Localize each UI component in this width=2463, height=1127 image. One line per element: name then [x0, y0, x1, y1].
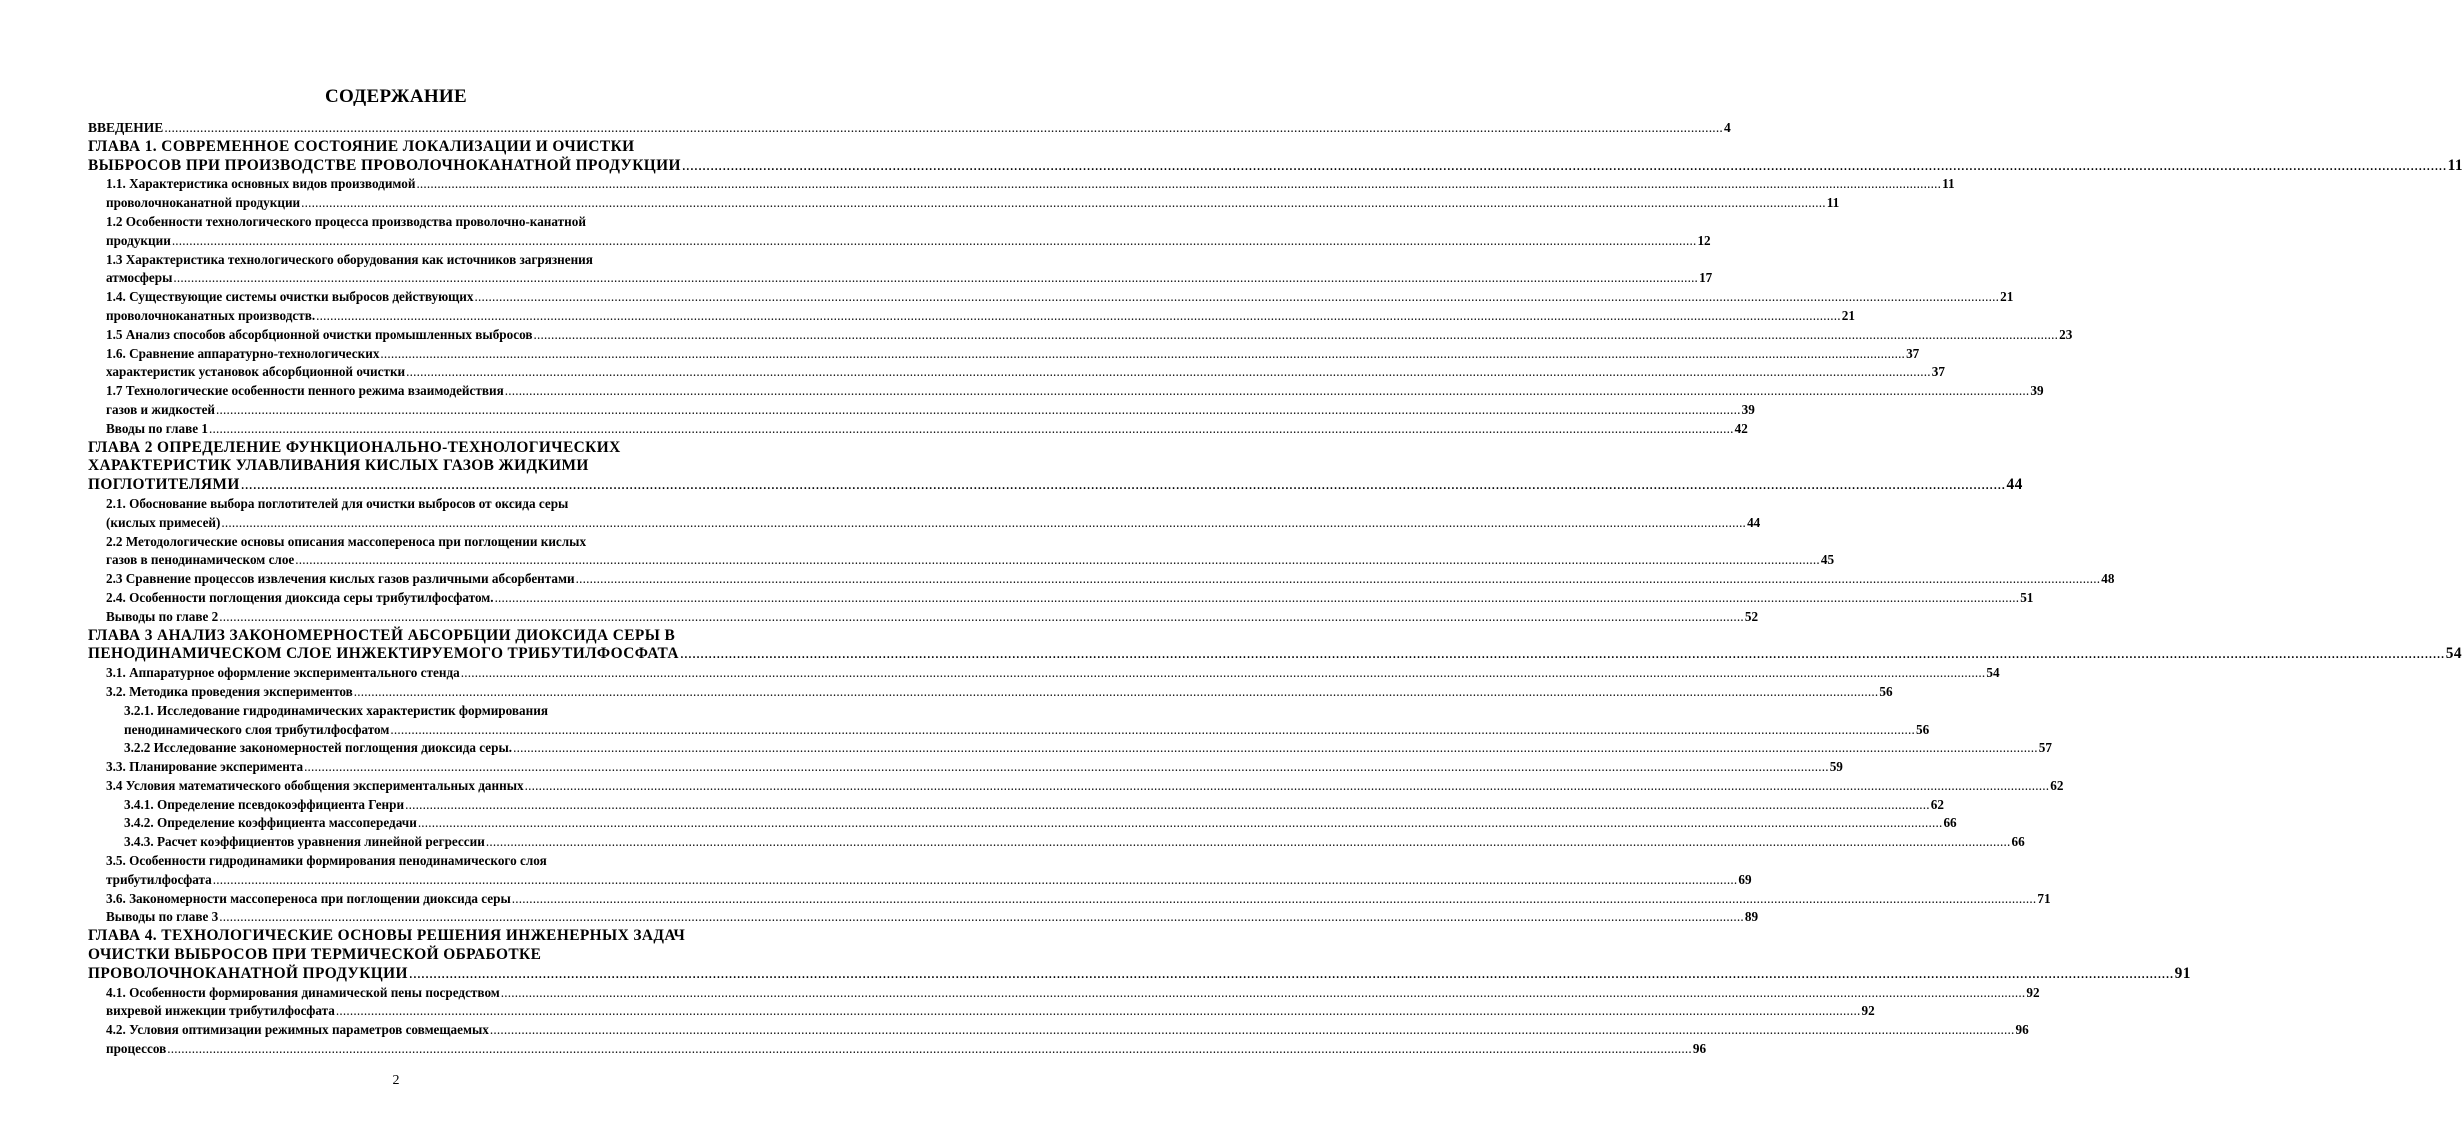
- toc-entry-text: 3.4.1. Определение псевдокоэффициента Генри: [124, 796, 405, 812]
- toc-entry[interactable]: [88, 533, 1835, 571]
- dot-leader: [301, 194, 1826, 213]
- toc-entry-page: 48: [2101, 571, 2115, 587]
- toc-entry[interactable]: [88, 777, 2064, 796]
- dot-leader: [380, 345, 1905, 364]
- toc-entry-page: 54: [1986, 665, 2000, 681]
- toc-entry[interactable]: [88, 739, 2052, 758]
- toc-entry-text: 1.2 Особенности технологического процесса производства проволочно-канатной: [106, 213, 586, 229]
- dot-leader: [418, 814, 1943, 833]
- toc-entry-text: ГЛАВА 4. ТЕХНОЛОГИЧЕСКИЕ ОСНОВЫ РЕШЕНИЯ ИНЖЕНЕРНЫХ ЗАДАЧ: [88, 927, 686, 945]
- toc-entry-text: Выводы по главе 3: [106, 909, 219, 925]
- toc-entry[interactable]: [88, 608, 1759, 627]
- toc-entry-text: 2.4. Особенности поглощения диоксида серы трибутилфосфатом.: [106, 589, 494, 605]
- dot-leader: [304, 758, 1829, 777]
- toc-entry-text: Вводы по главе 1: [106, 420, 208, 436]
- dot-leader: [409, 965, 2174, 984]
- toc-entry-page: 91: [2174, 964, 2191, 982]
- toc-entry-page: 62: [1930, 796, 1944, 812]
- dot-leader: [486, 833, 2011, 852]
- toc-entry-text: 3.1. Аппаратурное оформление экспериментального стенда: [106, 665, 460, 681]
- toc-entry-page: 39: [1741, 401, 1755, 417]
- toc-entry-text: 1.5 Анализ способов абсорбционной очистки промышленных выбросов: [106, 326, 533, 342]
- toc-entry-text: продукции: [106, 232, 171, 248]
- toc-entry[interactable]: [88, 833, 2025, 852]
- toc-entry[interactable]: [88, 363, 1945, 382]
- toc-entry-text: ВВЕДЕНИЕ: [88, 120, 164, 135]
- toc-entry-page: 45: [1820, 552, 1835, 568]
- toc-entry-text: ГЛАВА 3 АНАЛИЗ ЗАКОНОМЕРНОСТЕЙ АБСОРБЦИИ ДИОКСИДА СЕРЫ В: [88, 626, 676, 644]
- dot-leader: [505, 382, 2030, 401]
- toc-entry-text: вихревой инжекции трибутилфосфата: [106, 1003, 335, 1019]
- toc-entry-page: 21: [2000, 289, 2014, 305]
- page-number: 2: [392, 1073, 400, 1088]
- dot-leader: [241, 476, 2006, 495]
- dot-leader: [216, 401, 1741, 420]
- toc-entry-text: 3.3. Планирование эксперимента: [106, 759, 304, 775]
- dot-leader: [525, 777, 2050, 796]
- toc-entry-page: 66: [1943, 815, 1957, 831]
- toc-entry-page: 56: [1915, 721, 1930, 737]
- dot-leader: [209, 420, 1734, 439]
- toc-entry-page: 92: [1861, 1003, 1875, 1019]
- toc-entry[interactable]: [88, 345, 1920, 364]
- toc-entry[interactable]: [88, 908, 1759, 927]
- dot-leader: [512, 890, 2037, 909]
- toc-entry-page: 69: [1738, 871, 1752, 887]
- toc-entry-text: характеристик установок абсорбционной очистки: [106, 364, 406, 380]
- toc-entry-text: ВЫБРОСОВ ПРИ ПРОИЗВОДСТВЕ ПРОВОЛОЧНОКАНАТНОЙ ПРОДУКЦИИ: [88, 156, 681, 174]
- toc-entry[interactable]: [88, 119, 1731, 138]
- toc-entry-page: 11: [1942, 176, 1955, 192]
- toc-entry-page: 96: [2015, 1022, 2029, 1038]
- toc-entry[interactable]: [88, 420, 1748, 439]
- toc-entry-page: 39: [2030, 383, 2044, 399]
- toc-entry[interactable]: [88, 175, 1955, 194]
- toc-entry[interactable]: [88, 1002, 1875, 1021]
- toc-entry[interactable]: [88, 796, 1944, 815]
- toc-entry[interactable]: [88, 702, 1930, 740]
- toc-entry-page: 89: [1744, 909, 1759, 925]
- toc-entry[interactable]: [88, 137, 2463, 176]
- toc-entry-text: 3.2. Методика проведения экспериментов: [106, 683, 353, 699]
- dot-leader: [172, 232, 1697, 251]
- toc-entry-page: 59: [1829, 759, 1843, 775]
- dot-leader: [219, 908, 1744, 927]
- toc-entry[interactable]: [88, 852, 1752, 890]
- toc-entry-text: 3.5. Особенности гидродинамики формирования пенодинамического слоя: [106, 853, 547, 869]
- toc-entry-text: 1.7 Технологические особенности пенного режима взаимодействия: [106, 383, 504, 399]
- toc-entry-text: (кислых примесей): [106, 514, 221, 530]
- toc-entry-page: 62: [2050, 777, 2064, 793]
- dot-leader: [405, 796, 1930, 815]
- toc-entry-page: 12: [1697, 232, 1711, 248]
- dot-leader: [416, 175, 1941, 194]
- toc-entry-page: 37: [1906, 345, 1920, 361]
- toc-entry-text: пенодинамического слоя трибутилфосфатом: [124, 721, 390, 737]
- dot-leader: [354, 683, 1879, 702]
- toc-entry-text: 2.2 Методологические основы описания массопереноса при поглощении кислых: [106, 533, 587, 549]
- toc-entry[interactable]: [88, 326, 2073, 345]
- toc-entry-text: ПОГЛОТИТЕЛЯМИ: [88, 476, 240, 494]
- toc-entry-text: ГЛАВА 1. СОВРЕМЕННОЕ СОСТОЯНИЕ ЛОКАЛИЗАЦИИ И ОЧИСТКИ: [88, 137, 635, 155]
- toc-entry[interactable]: [88, 495, 1761, 533]
- toc-entry-page: 52: [1744, 608, 1759, 624]
- toc-entry[interactable]: [88, 589, 2034, 608]
- toc-entry-page: 92: [2026, 984, 2040, 1000]
- toc-entry-page: 71: [2037, 890, 2051, 906]
- toc-entry-text: 3.4 Условия математического обобщения экспериментальных данных: [106, 777, 524, 793]
- toc-entry[interactable]: [88, 307, 1855, 326]
- toc-entry-text: 3.2.1. Исследование гидродинамических характеристик формирования: [124, 702, 548, 718]
- dot-leader: [295, 551, 1820, 570]
- dot-leader: [495, 589, 2020, 608]
- toc-entry[interactable]: [88, 814, 1957, 833]
- toc-entry-text: проволочноканатных производств.: [106, 307, 316, 323]
- toc-entry-page: 66: [2011, 834, 2025, 850]
- dot-leader: [316, 307, 1841, 326]
- toc-entry-text: 1.6. Сравнение аппаратурно-технологических: [106, 345, 380, 361]
- dot-leader: [576, 570, 2101, 589]
- toc-entry[interactable]: [88, 401, 1755, 420]
- toc-entry[interactable]: [88, 288, 2014, 307]
- toc-entry-text: 2.3 Сравнение процессов извлечения кислых газов различными абсорбентами: [106, 571, 575, 587]
- toc-entry[interactable]: [88, 1040, 1707, 1059]
- toc-entry-text: атмосферы: [106, 270, 173, 286]
- toc-entry-page: 11: [1826, 195, 1840, 211]
- toc-entry-text: 3.4.2. Определение коэффициента массопередачи: [124, 815, 417, 831]
- toc-entry[interactable]: [88, 927, 2191, 983]
- toc-entry-text: 1.4. Существующие системы очистки выбросов действующих: [106, 289, 474, 305]
- toc-entry-text: процессов: [106, 1041, 167, 1057]
- toc-entry-text: газов в пенодинамическом слое: [106, 552, 295, 568]
- toc-entry-page: 4: [1724, 120, 1731, 135]
- toc-entry-page: 42: [1734, 420, 1748, 436]
- toc-entry-text: ПРОВОЛОЧНОКАНАТНОЙ ПРОДУКЦИИ: [88, 964, 408, 982]
- toc-entry[interactable]: [88, 890, 2051, 909]
- toc-entry-page: 57: [2038, 740, 2052, 756]
- toc-entry[interactable]: [88, 194, 1840, 213]
- dot-leader: [513, 739, 2038, 758]
- toc-entry-text: 3.6. Закономерности массопереноса при поглощении диоксида серы: [106, 890, 511, 906]
- dot-leader: [475, 288, 2000, 307]
- toc-entry-text: 2.1. Обоснование выбора поглотителей для очистки выбросов от оксида серы: [106, 495, 569, 511]
- dot-leader: [501, 984, 2026, 1003]
- toc-entry-text: 3.2.2 Исследование закономерностей поглощения диоксида серы.: [124, 740, 513, 756]
- toc-entry-page: 96: [1692, 1041, 1707, 1057]
- toc-entry[interactable]: [88, 626, 2462, 665]
- toc-entry[interactable]: [88, 984, 2040, 1003]
- toc-entry-text: 4.2. Условия оптимизации режимных параметров совмещаемых: [106, 1022, 489, 1038]
- toc-entry[interactable]: [88, 438, 2023, 495]
- table-of-contents: [88, 119, 2463, 1059]
- toc-entry-page: 44: [1747, 514, 1761, 530]
- toc-entry-text: 1.1. Характеристика основных видов производимой: [106, 176, 416, 192]
- dot-leader: [173, 269, 1698, 288]
- toc-entry[interactable]: [88, 664, 2000, 683]
- page-title: СОДЕРЖАНИЕ: [325, 86, 467, 107]
- toc-entry-page: 21: [1841, 307, 1855, 323]
- dot-leader: [221, 514, 1746, 533]
- toc-entry-text: проволочноканатной продукции: [106, 195, 301, 211]
- toc-entry[interactable]: [88, 683, 1893, 702]
- toc-entry[interactable]: [88, 251, 1713, 289]
- dot-leader: [680, 645, 2445, 664]
- dot-leader: [167, 1040, 1692, 1059]
- toc-entry-text: ПЕНОДИНАМИЧЕСКОМ СЛОЕ ИНЖЕКТИРУЕМОГО ТРИБУТИЛФОСФАТА: [88, 645, 679, 663]
- dot-leader: [490, 1021, 2015, 1040]
- toc-entry-page: 23: [2059, 326, 2073, 342]
- toc-entry-text: 1.3 Характеристика технологического оборудования как источников загрязнения: [106, 251, 593, 267]
- toc-entry-text: 3.4.3. Расчет коэффициентов уравнения линейной регрессии: [124, 834, 485, 850]
- toc-entry-page: 44: [2006, 476, 2023, 494]
- toc-entry-page: 17: [1699, 270, 1713, 286]
- toc-entry[interactable]: [88, 382, 2044, 401]
- toc-entry-text: ГЛАВА 2 ОПРЕДЕЛЕНИЕ ФУНКЦИОНАЛЬНО-ТЕХНОЛОГИЧЕСКИХ: [88, 438, 621, 456]
- dot-leader: [406, 363, 1931, 382]
- toc-entry[interactable]: [88, 570, 2115, 589]
- toc-entry-text: ОЧИСТКИ ВЫБРОСОВ ПРИ ТЕРМИЧЕСКОЙ ОБРАБОТКЕ: [88, 946, 542, 964]
- toc-entry-text: Выводы по главе 2: [106, 608, 219, 624]
- toc-entry[interactable]: [88, 758, 1843, 777]
- dot-leader: [682, 157, 2447, 176]
- toc-entry-text: ХАРАКТЕРИСТИК УЛАВЛИВАНИЯ КИСЛЫХ ГАЗОВ ЖИДКИМИ: [88, 457, 589, 475]
- toc-entry-text: трибутилфосфата: [106, 871, 212, 887]
- toc-entry[interactable]: [88, 213, 1711, 251]
- toc-entry-page: 56: [1879, 683, 1893, 699]
- dot-leader: [336, 1002, 1861, 1021]
- dot-leader: [461, 664, 1986, 683]
- dot-leader: [533, 326, 2058, 345]
- toc-entry-page: 37: [1931, 364, 1945, 380]
- dot-leader: [213, 871, 1738, 890]
- toc-entry-page: 11: [2447, 156, 2463, 174]
- dot-leader: [164, 119, 1723, 138]
- toc-entry-text: 4.1. Особенности формирования динамической пены посредством: [106, 984, 500, 1000]
- toc-entry[interactable]: [88, 1021, 2029, 1040]
- toc-entry-page: 51: [2020, 589, 2034, 605]
- toc-entry-page: 54: [2445, 645, 2462, 663]
- dot-leader: [219, 608, 1744, 627]
- dot-leader: [390, 721, 1915, 740]
- toc-entry-text: газов и жидкостей: [106, 401, 216, 417]
